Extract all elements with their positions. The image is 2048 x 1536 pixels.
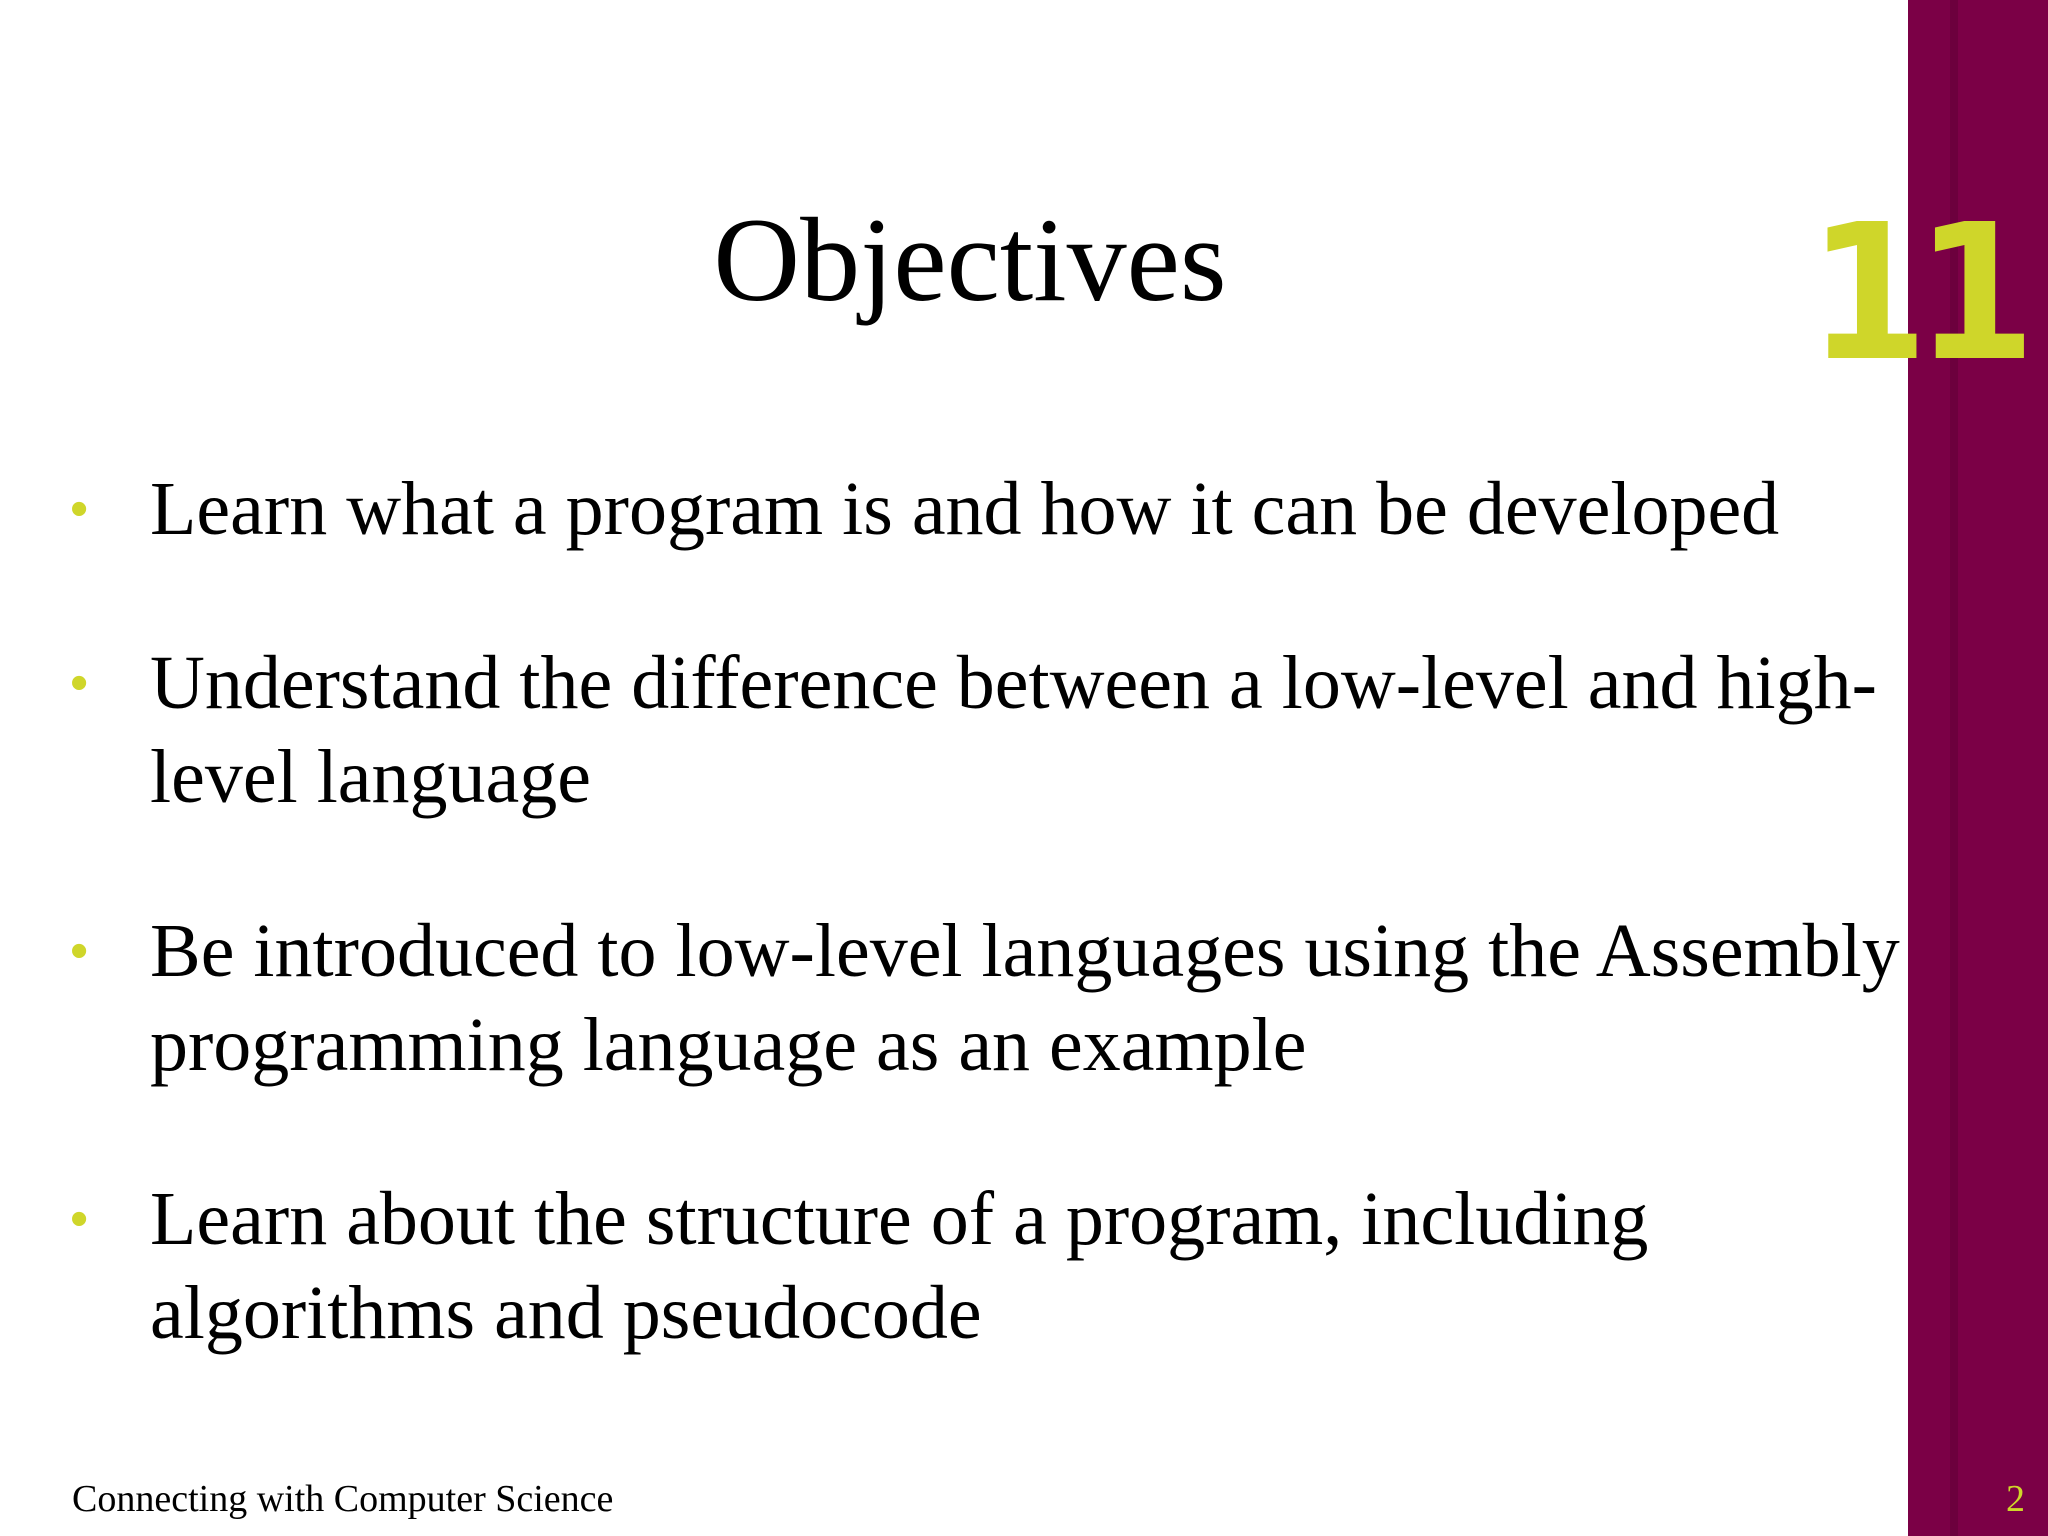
bullet-text: Learn what a program is and how it can be developed <box>150 467 1780 551</box>
bullet-list <box>70 462 1900 1360</box>
bullet-icon: • <box>70 922 89 980</box>
bullet-icon: • <box>70 1190 89 1248</box>
bullet-icon: • <box>70 480 89 538</box>
bullet-item <box>70 636 1900 824</box>
chapter-number: 11 <box>1808 184 2023 403</box>
slide-title: Objectives <box>713 193 1227 326</box>
footer-course-title: Connecting with Computer Science <box>72 1478 614 1520</box>
bullet-text: Learn about the structure of a program, including algorithms and pseudocode <box>150 1177 1649 1355</box>
bullet-item <box>70 1172 1900 1360</box>
bullet-icon: • <box>70 654 89 712</box>
bullet-text: Be introduced to low-level languages using the Assembly programming language as an example <box>150 909 1900 1087</box>
bullet-item <box>70 462 1900 556</box>
page-number: 2 <box>2006 1478 2025 1520</box>
bullet-item <box>70 904 1900 1092</box>
bullet-text: Understand the difference between a low-level and high-level language <box>150 641 1877 819</box>
